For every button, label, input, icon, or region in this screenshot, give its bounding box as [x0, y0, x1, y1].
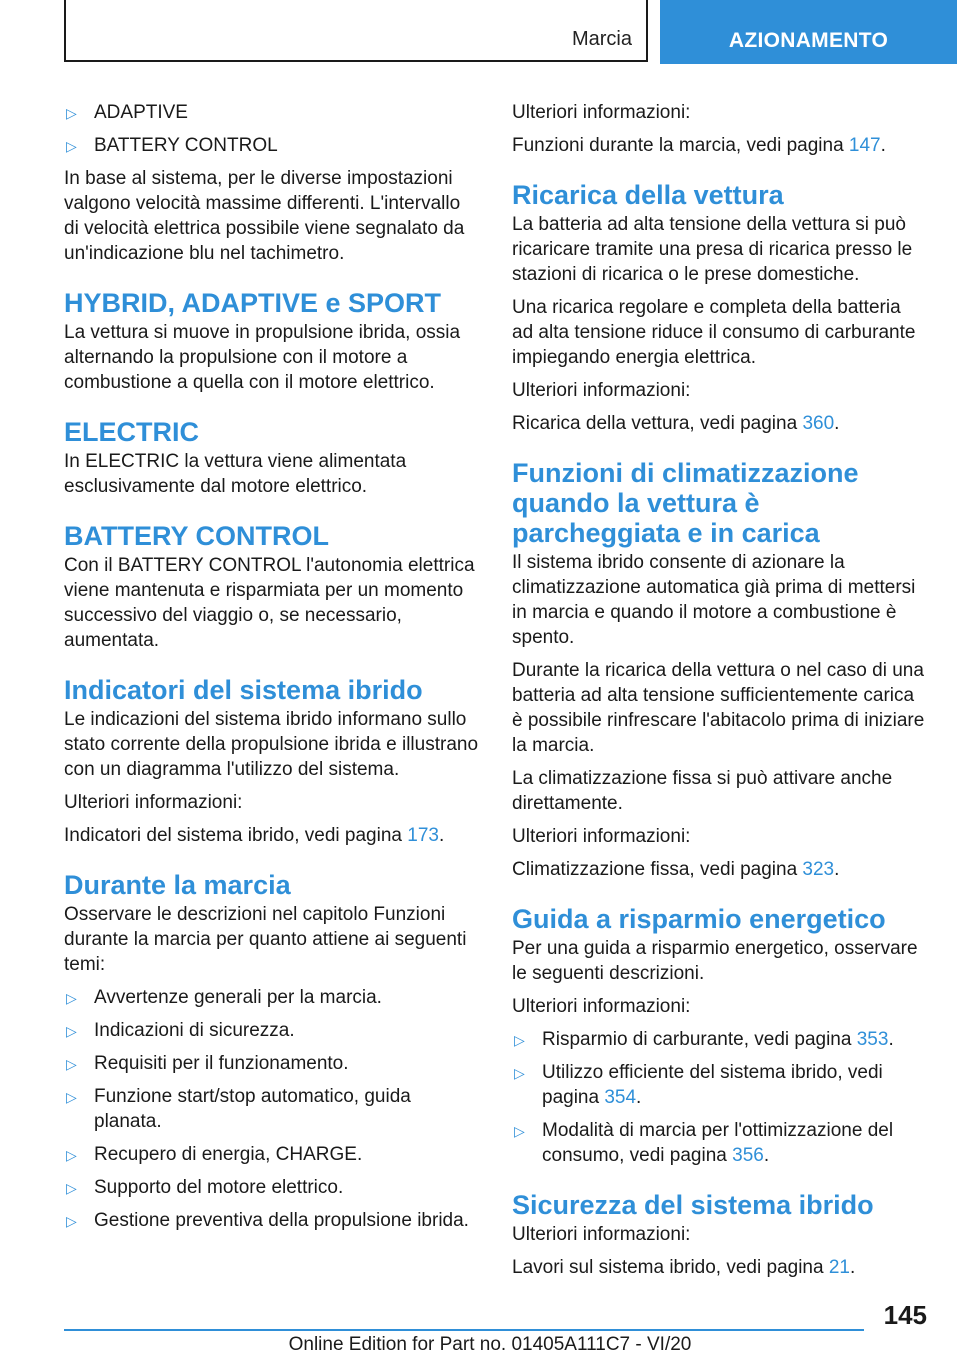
left-column — [64, 100, 479, 1241]
list-item: ▷ Funzione start/stop automatico, guida planata. — [66, 1086, 411, 1132]
heading-hybrid: HYBRID, ADAPTIVE e SPORT — [64, 288, 442, 318]
heading-climatizzazione: Funzioni di climatizzazione quando la vettura è parcheggiata e in carica — [512, 458, 859, 548]
page-reference: Lavori sul sistema ibrido, vedi pagina 21. — [512, 1257, 856, 1278]
page-link[interactable]: 147 — [848, 135, 881, 156]
triangle-bullet-icon: ▷ — [66, 1180, 77, 1196]
list-item: ▷ Utilizzo efficiente del sistema ibrido, vedi pagina 354. — [514, 1062, 883, 1108]
triangle-bullet-icon: ▷ — [66, 1056, 77, 1072]
page-header — [64, 0, 957, 64]
page-link[interactable]: 360 — [802, 413, 835, 434]
page-reference: Funzioni durante la marcia, vedi pagina 147. — [512, 135, 886, 156]
list-item: ▷ ADAPTIVE — [64, 100, 479, 125]
list-item: ▷ Risparmio di carburante, vedi pagina 353. — [512, 1027, 927, 1052]
page-link[interactable]: 21 — [828, 1257, 850, 1278]
list-item: ▷ Modalità di marcia per l'ottimizzazione del consumo, vedi pagina 356. — [514, 1120, 894, 1166]
paragraph: Con il BATTERY CONTROL l'autonomia elettrica viene mantenuta e risparmiata per un momento successivo del viaggio o, se necessario, aumentata. — [64, 555, 475, 651]
heading-durante-marcia: Durante la marcia — [64, 870, 291, 900]
page-link[interactable]: 354 — [604, 1087, 637, 1108]
paragraph: In base al sistema, per le diverse impostazioni valgono velocità massime differenti. L'intervallo di velocità elettrica possibile viene segnalato da un'indicazione blu nel tachimetro. — [64, 168, 465, 264]
triangle-bullet-icon: ▷ — [66, 1147, 77, 1163]
page-link[interactable]: 323 — [802, 859, 835, 880]
list-item: ▷ BATTERY CONTROL — [64, 133, 479, 158]
page-reference: Climatizzazione fissa, vedi pagina 323. — [512, 859, 840, 880]
section-title: Marcia — [571, 28, 632, 50]
right-column — [512, 100, 927, 1288]
triangle-bullet-icon: ▷ — [66, 105, 77, 121]
triangle-bullet-icon: ▷ — [66, 1023, 77, 1039]
heading-electric: ELECTRIC — [64, 417, 199, 447]
footer-divider — [64, 1329, 864, 1331]
page-number: 145 — [883, 1300, 927, 1330]
page-link[interactable]: 173 — [407, 825, 439, 846]
paragraph: Durante la ricarica della vettura o nel caso di una batteria ad alta tensione sufficientemente carica è possibile rinfrescare l'abitacolo prima di iniziare la marcia. — [512, 660, 925, 756]
page-link[interactable]: 356 — [732, 1145, 764, 1166]
list-item: ▷ Indicazioni di sicurezza. — [64, 1018, 479, 1043]
chapter-tab: AZIONAMENTO — [660, 0, 957, 64]
paragraph: Una ricarica regolare e completa della batteria ad alta tensione riduce il consumo di carburante impiegando energia elettrica. — [512, 297, 916, 368]
paragraph: La batteria ad alta tensione della vettura si può ricaricare tramite una presa di ricarica presso le stazioni di ricarica o le prese domestiche. — [512, 214, 913, 285]
triangle-bullet-icon: ▷ — [66, 1089, 77, 1105]
triangle-bullet-icon: ▷ — [514, 1032, 525, 1048]
more-info-label: Ulteriori informazioni: — [512, 826, 691, 847]
reference-list — [512, 1027, 927, 1168]
triangle-bullet-icon: ▷ — [66, 990, 77, 1006]
more-info-label: Ulteriori informazioni: — [64, 792, 243, 813]
list-item: ▷ Requisiti per il funzionamento. — [64, 1051, 479, 1076]
topics-list — [64, 985, 479, 1233]
heading-sicurezza: Sicurezza del sistema ibrido — [512, 1190, 874, 1220]
heading-guida-risparmio: Guida a risparmio energetico — [512, 904, 886, 934]
paragraph: Osservare le descrizioni nel capitolo Funzioni durante la marcia per quanto attiene ai seguenti temi: — [64, 904, 467, 975]
footer-edition: Online Edition for Part no. 01405A111C7 - VI/20 — [288, 1334, 692, 1355]
heading-ricarica: Ricarica della vettura — [512, 180, 784, 210]
list-item: ▷ Supporto del motore elettrico. — [64, 1175, 479, 1200]
more-info-label: Ulteriori informazioni: — [512, 1224, 691, 1245]
more-info-label: Ulteriori informazioni: — [512, 380, 691, 401]
list-item: ▷ Gestione preventiva della propulsione ibrida. — [64, 1208, 479, 1233]
page-reference: Ricarica della vettura, vedi pagina 360. — [512, 413, 840, 434]
paragraph: Il sistema ibrido consente di azionare la climatizzazione automatica già prima di mettersi in marcia e quando il motore a combustione è spento. — [512, 552, 916, 648]
paragraph: In ELECTRIC la vettura viene alimentata esclusivamente dal motore elettrico. — [64, 451, 407, 497]
list-item: ▷ Avvertenze generali per la marcia. — [64, 985, 479, 1010]
triangle-bullet-icon: ▷ — [514, 1065, 525, 1081]
header-frame — [64, 0, 648, 62]
more-info-label: Ulteriori informazioni: — [512, 996, 691, 1017]
paragraph: La vettura si muove in propulsione ibrida, ossia alternando la propulsione con il motore a combustione a quella con il motore elettrico. — [64, 322, 461, 393]
heading-battery-control: BATTERY CONTROL — [64, 521, 329, 551]
paragraph: La climatizzazione fissa si può attivare anche direttamente. — [512, 768, 893, 814]
mode-list — [64, 100, 479, 158]
list-item: ▷ Recupero di energia, CHARGE. — [64, 1142, 479, 1167]
triangle-bullet-icon: ▷ — [66, 1213, 77, 1229]
heading-indicatori: Indicatori del sistema ibrido — [64, 675, 423, 705]
triangle-bullet-icon: ▷ — [514, 1123, 525, 1139]
triangle-bullet-icon: ▷ — [66, 138, 77, 154]
paragraph: Le indicazioni del sistema ibrido informano sullo stato corrente della propulsione ibrida e illustrano con un diagramma l'utilizzo del sistema. — [64, 709, 479, 780]
paragraph: Per una guida a risparmio energetico, osservare le seguenti descrizioni. — [512, 938, 918, 984]
page-reference: Indicatori del sistema ibrido, vedi pagina 173. — [64, 825, 445, 846]
page-link[interactable]: 353 — [856, 1029, 889, 1050]
more-info-label: Ulteriori informazioni: — [512, 102, 691, 123]
